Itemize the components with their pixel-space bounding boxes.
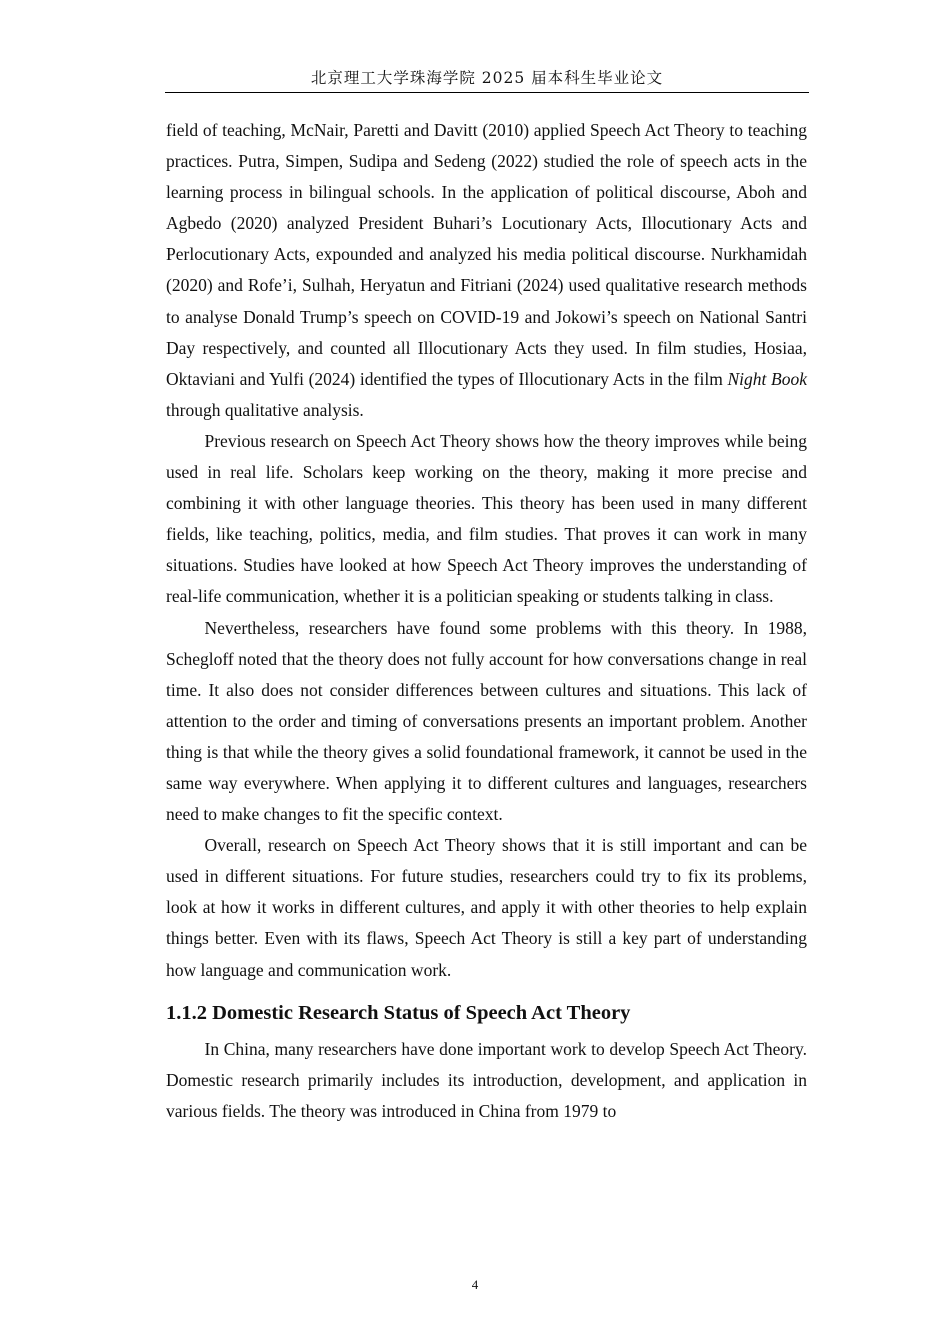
- paragraph: Nevertheless, researchers have found some problems with this theory. In 1988, Schegloff noted that the theory does not fully account for how conversations change in real time. It also does not consider differences between cultures and situations. This lack of attention to the order and timing of conversations presents an important problem. Another thing is that while the theory gives a solid foundational framework, it cannot be used in the same way everywhere. When applying it to different cultures and languages, researchers need to make changes to fit the specific context.: [166, 617, 807, 825]
- section-heading: 1.1.2 Domestic Research Status of Speech Act Theory: [166, 1001, 631, 1024]
- page-number: 4: [471, 1277, 479, 1292]
- paragraph: Previous research on Speech Act Theory shows how the theory improves while being used in real life. Scholars keep working on the theory, making it more precise and combining it with other language theories. This theory has been used in many different fields, like teaching, politics, media, and film studies. That proves it can work in many situations. Studies have looked at how Speech Act Theory improves the understanding of real-life communication, whether it is a politician speaking or students talking in class.: [166, 430, 807, 607]
- paragraph-text: field of teaching, McNair, Paretti and Davitt (2010) applied Speech Act Theory to teaching practices. Putra, Simpen, Sudipa and Sedeng (2022) studied the role of speech acts in the learning process in bilingual schools. In the application of political discourse, Aboh and Agbedo (2020) analyzed President Buhari’s Locutionary Acts, Illocutionary Acts and Perlocutionary Acts, expounded and analyzed his media political discourse. Nurkhamidah (2020) and Rofe’i, Sulhah, Heryatun and Fitriani (2024) used qualitative research methods to analyse Donald Trump’s speech on COVID-19 and Jokowi’s speech on National Santri Day respectively, and counted all Illocutionary Acts they used. In film studies, Hosiaa, Oktaviani and Yulfi (2024) identified the types of Illocutionary Acts in the film: [166, 120, 807, 389]
- paragraph-continuation: [166, 115, 807, 426]
- film-title: Night Book: [727, 368, 807, 389]
- paragraph-text-end: through qualitative analysis.: [166, 399, 364, 420]
- header-title: 北京理工大学珠海学院 2025 届本科生毕业论文: [310, 69, 664, 87]
- paragraph: Overall, research on Speech Act Theory shows that it is still important and can be used in different situations. For future studies, researchers could try to fix its problems, look at how it works in different cultures, and apply it with other theories to help explain things better. Even with its flaws, Speech Act Theory is still a key part of understanding how language and communication work.: [166, 835, 807, 980]
- body-text: [166, 115, 807, 1127]
- paragraph: In China, many researchers have done important work to develop Speech Act Theory. Domestic research primarily includes its introduction, development, and application in various fields. The theory was introduced in China from 1979 to: [166, 1038, 807, 1121]
- page-header: [165, 66, 809, 93]
